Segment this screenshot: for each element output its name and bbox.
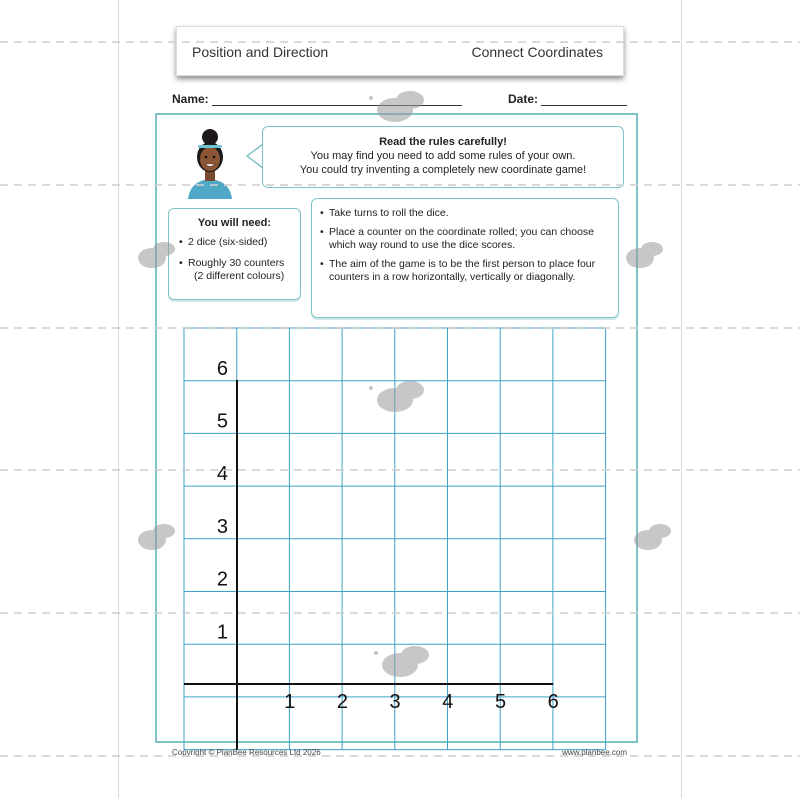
x-tick-label: 6 (547, 691, 559, 713)
date-label: Date: (508, 92, 539, 106)
x-tick-label: 4 (442, 691, 454, 713)
speech-line-2: You could try inventing a completely new coordinate game! (299, 164, 587, 176)
materials-item: • Roughly 30 counters (2 different colours) (179, 257, 300, 283)
materials-item: • 2 dice (six-sided) (179, 236, 300, 249)
name-label: Name: (172, 92, 209, 106)
copyright-text: Copyright © PlanBee Resources Ltd 2026 (172, 748, 321, 757)
materials-title: You will need: (197, 217, 272, 229)
y-tick-label: 3 (216, 515, 228, 538)
y-tick-label: 5 (216, 410, 228, 433)
x-tick-label: 2 (336, 691, 348, 713)
x-tick-label: 3 (389, 691, 401, 713)
rule-item: • Place a counter on the coordinate rolled; you can choose which way round to use the dice scores. (320, 226, 610, 252)
speech-title: Read the rules carefully! (379, 136, 507, 148)
y-tick-label: 6 (216, 357, 228, 380)
speech-line-1: You may find you need to add some rules of your own. (310, 150, 576, 162)
rule-item: • Take turns to roll the dice. (320, 207, 610, 220)
y-tick-label: 2 (216, 568, 228, 591)
y-tick-label: 1 (216, 621, 228, 644)
activity-title: Connect Coordinates (471, 44, 603, 60)
x-tick-label: 5 (494, 691, 507, 713)
topic-title: Position and Direction (192, 44, 329, 60)
x-tick-label: 1 (284, 691, 296, 713)
rule-item: • The aim of the game is to be the first person to place four counters in a row horizontally, vertically or diagonally. (320, 258, 610, 284)
website-text: www.planbee.com (562, 748, 627, 757)
y-tick-label: 4 (216, 463, 228, 486)
